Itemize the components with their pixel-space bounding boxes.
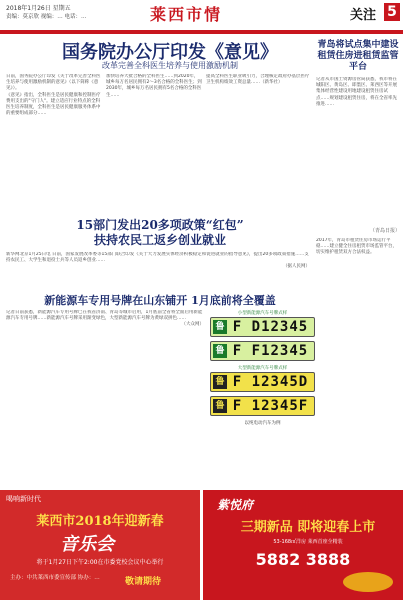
lead-column-1 [6, 74, 102, 212]
sidebar-body [316, 77, 400, 227]
ad-title: 莱西市2018年迎新春 [36, 514, 164, 529]
license-plate [210, 396, 315, 416]
real-estate-ad[interactable] [203, 490, 403, 600]
plate-number: F 12345D [232, 374, 309, 390]
ad-phone: 5882 3888 [255, 550, 351, 569]
lead-paragraph: 日前，国务院办公厅印发《关于改革完善全科医生培养与使用激励机制的意见》（以下简称《意见》）。 [6, 74, 101, 92]
sidebar-paragraph: 记者从市国土资源房管局获悉，我市将在城阳区、黄岛区、即墨区、莱西区等开展集体经营性建设用地建设租赁住房试点……规划建设租赁住房，将在全省率先推进…… [316, 77, 397, 107]
masthead [0, 0, 403, 32]
ad-logo: 紫悦府 [217, 498, 254, 512]
sidebar-body-2 [316, 238, 400, 488]
section-title: 莱西市情 [150, 5, 223, 24]
lead-paragraph: 加快培养大批合格的全科医生……到2020年，城乡每万名居民拥有2～3名合格的全科医生；到2030年，城乡每万名居民拥有5名合格的全科医生…… [106, 74, 202, 98]
lead-column-3 [206, 74, 310, 212]
plate-number: F D12345 [232, 319, 309, 335]
sidebar-story [316, 40, 400, 488]
plate-province: 鲁 [213, 399, 227, 413]
issue-date: 2018年1月26日 星期五 [6, 5, 71, 12]
masthead-rule [0, 30, 403, 34]
ad-tagline: 敬请期待 [125, 577, 162, 587]
story2-paragraph: 新华网北京1月25日电 日前，国家发展改革委等15部门联合印发《关于大力发展实体经济积极稳定和促进就业的指导意见》，提出20多项政策措施……支持农民工、大学生和退役士兵等人员返乡创业…… [6, 252, 309, 264]
small-plate-caption: 小型新能源汽车号牌式样 [237, 311, 288, 316]
story2-headline-line2: 扶持农民工返乡创业就业 [93, 233, 226, 247]
license-plate [210, 372, 315, 392]
plate-number: F F12345 [232, 343, 309, 359]
plate-number: F 12345F [232, 398, 309, 414]
lead-subhead: 改革完善全科医生培养与使用激励机制 [102, 61, 238, 70]
story2-author: （据人民网） [283, 264, 310, 270]
story3-author: （大众网） [181, 322, 204, 328]
lead-paragraph: 《意见》指出，全科医生是居民健康和控制医疗费用支出的"守门人"。建立适应行业特点的全科医生培养制度，全科医生是居民健康服务体系中的重要组成部分…… [6, 92, 101, 117]
lead-column-2 [106, 74, 202, 212]
ad-organizers: 主办：中共莱西市委宣传部 协办：… [10, 575, 100, 581]
license-plate-samples [210, 310, 315, 426]
lead-paragraph: 提高全科医生职业吸引力，合理核定政府办基层医疗卫生机构绩效工资总量……（新华社） [206, 74, 310, 86]
page-number: 5 [384, 3, 400, 21]
plate-footer: 以纯电动汽车为例 [244, 421, 281, 426]
story3-body [6, 310, 204, 480]
plate-province: 鲁 [213, 375, 227, 389]
lead-headline: 国务院办公厅印发《意见》 [62, 42, 278, 63]
editor-contact: 责编：莫京欣 视编：… 电话：… [6, 14, 87, 20]
concert-ad[interactable] [0, 490, 200, 600]
story3-headline: 新能源车专用号牌在山东铺开 1月底前将全覆盖 [44, 294, 276, 307]
ad-description: 53-168㎡洋房 莱西首座全精装 [273, 539, 343, 545]
story2-headline-line1: 15部门发出20多项政策“红包” [76, 218, 244, 232]
big-plate-caption: 大型新能源汽车号牌式样 [237, 366, 288, 371]
plate-province: 鲁 [213, 344, 227, 358]
plate-province: 鲁 [213, 320, 227, 334]
license-plate [210, 341, 315, 361]
ad-logo: 音乐会 [60, 534, 114, 555]
ad-title: 三期新品 即将迎春上市 [240, 520, 376, 535]
sidebar-paragraph: 2017年，青岛市租赁住房市场运行平稳……建立健全住房租赁市场监管平台，切实维护租赁双方合法权益。 [316, 238, 397, 256]
ad-time: 将于1月27日下午2:00在市委党校会议中心举行 [36, 559, 164, 566]
story2-headline [40, 218, 280, 248]
decorative-lantern-icon [343, 572, 393, 592]
section-tag: 关注 [350, 8, 377, 23]
story2-body [6, 252, 310, 288]
sidebar-headline: 青岛将试点集中建设租赁住房进租赁监管平台 [317, 40, 399, 72]
sidebar-author: （青岛日报） [369, 228, 400, 234]
license-plate [210, 317, 315, 337]
story3-paragraph: 记者日前获悉，新能源汽车专用号牌已在我省济南、青岛等城市启用，1月底前全省将全面启用新能源汽车专用号牌……新能源汽车号牌采用渐变绿色，大型新能源汽车号牌为黄绿双拼色…… [6, 310, 203, 322]
ad-tag: 喝响新时代 [6, 495, 41, 503]
